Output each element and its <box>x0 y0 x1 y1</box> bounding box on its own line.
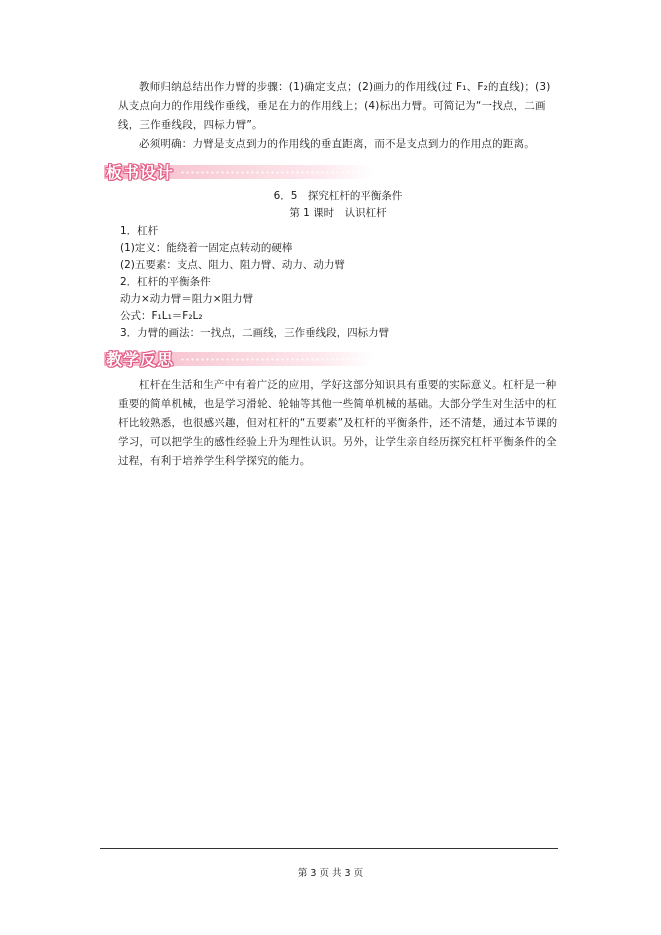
banner-title: 教学反思 <box>106 350 175 369</box>
banner-title: 板书设计 <box>106 163 175 182</box>
banner-teaching-reflection <box>104 347 374 369</box>
banner-board-design <box>104 160 374 182</box>
banner-dots <box>180 171 370 174</box>
paragraph-must-clarify: 必须明确：力臂是支点到力的作用线的垂直距离，而不是支点到力的作用点的距离。 <box>139 138 535 150</box>
outline-line: 3．力臂的画法：一找点，二画线，三作垂线段，四标力臂 <box>120 327 390 339</box>
page-number: 第 3 页 共 3 页 <box>297 868 364 879</box>
section-heading: 6．5 探究杠杆的平衡条件 <box>273 190 403 202</box>
outline-line: (1)定义：能绕着一固定点转动的硬棒 <box>120 242 293 254</box>
section-subheading: 第 1 课时 认识杠杆 <box>289 207 387 219</box>
footer-rule <box>100 848 558 849</box>
banner-dots <box>180 358 370 361</box>
outline-line: 动力×动力臂＝阻力×阻力臂 <box>120 293 254 305</box>
outline-line: 1．杠杆 <box>120 225 159 237</box>
paragraph-lever-arm-steps: 教师归纳总结出作力臂的步骤：(1)确定支点；(2)画力的作用线(过 F₁、F₂的直线)；(3)从支点向力的作用线作垂线，垂足在力的作用线上；(4)标出力臂。可简记为“一找点，二画线，三作垂线段，四标力臂”。 <box>118 81 551 131</box>
paragraph-reflection: 杠杆在生活和生产中有着广泛的应用，学好这部分知识具有重要的实际意义。杠杆是一种重要的简单机械，也是学习滑轮、轮轴等其他一些简单机械的基础。大部分学生对生活中的杠杆比较熟悉，也很感兴趣，但对杠杆的“五要素”及杠杆的平衡条件，还不清楚，通过本节课的学习，可以把学生的感性经验上升为理性认识。另外，让学生亲自经历探究杠杆平衡条件的全过程，有利于培养学生科学探究的能力。 <box>118 379 558 467</box>
outline-line: 2．杠杆的平衡条件 <box>120 276 211 288</box>
formula-line: 公式：F₁L₁＝F₂L₂ <box>120 310 203 322</box>
outline-line: (2)五要素：支点、阻力、阻力臂、动力、动力臂 <box>120 259 345 271</box>
